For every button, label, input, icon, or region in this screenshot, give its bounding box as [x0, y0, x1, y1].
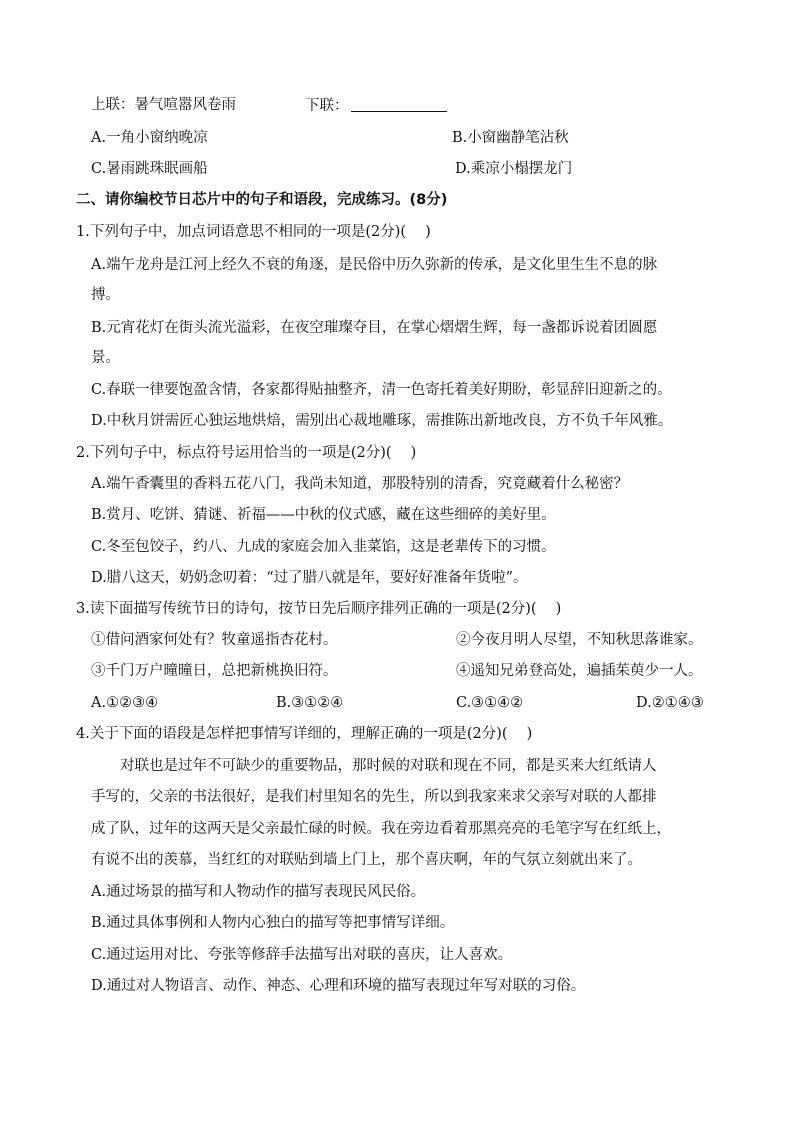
q4-passage-line: 成了队，过年的这两天是父亲最忙碌的时候。我在旁边看着那黑亮亮的毛笔字写在红纸上， [91, 821, 671, 837]
q4-passage-line: 有说不出的羡慕，当红红的对联贴到墙上门上，那个喜庆啊，年的气氛立刻就出来了。 [91, 852, 642, 868]
couplet-upper: 上联：暑气喧嚣风卷雨 [91, 97, 236, 113]
q2-option-a: A.端午香囊里的香料五花八门，我尚未知道，那股特别的清香，究竟藏着什么秘密？ [91, 476, 629, 492]
q2-option-d: D.腊八这天，奶奶念叨着：“过了腊八就是年，要好好准备年货啦”。 [91, 570, 528, 586]
answer-blank[interactable] [351, 95, 447, 112]
couplet-lower: 下联： [305, 95, 447, 116]
q3-poem-4: ④遥知兄弟登高处，遍插茱萸少一人。 [456, 663, 703, 679]
q1-option-a-cont: 搏。 [91, 287, 120, 303]
q4-option-d: D.通过对人物语言、动作、神态、心理和环境的描写表现过年写对联的习俗。 [91, 978, 586, 994]
q4-option-b: B.通过具体事例和人物内心独白的描写等把事情写详细。 [91, 915, 455, 931]
q4-stem: 4.关于下面的语段是怎样把事情写详细的，理解正确的一项是(2分)( ) [76, 726, 533, 742]
q1-option-d: D.中秋月饼需匠心独运地烘焙，需别出心裁地雕琢，需推陈出新地改良，方不负千年风雅。 [91, 413, 673, 429]
q4-passage-line: 对联也是过年不可缺少的重要物品，那时候的对联和现在不同，都是买来大红纸请人 [120, 758, 657, 774]
q4-passage-line: 手写的，父亲的书法很好，是我们村里知名的先生，所以到我家来求父亲写对联的人都排 [91, 789, 657, 805]
q3-stem: 3.读下面描写传统节日的诗句，按节日先后顺序排列正确的一项是(2分)( ) [76, 601, 562, 617]
q2-option-b: B.赏月、吃饼、猜谜、祈福——中秋的仪式感，藏在这些细碎的美好里。 [91, 507, 556, 523]
q1-option-b-cont: 景。 [91, 350, 120, 366]
q3-poem-2: ②今夜月明人尽望，不知秋思落谁家。 [456, 632, 703, 648]
q3-option-a: A.①②③④ [91, 695, 159, 711]
couplet-option-a: A.一角小窗纳晚凉 [91, 130, 208, 146]
section-heading: 二、请你编校节日芯片中的句子和语段，完成练习。(8分) [76, 192, 448, 208]
q3-poem-1: ①借问酒家何处有？牧童遥指杏花村。 [91, 632, 338, 648]
q1-stem: 1.下列句子中，加点词语意思不相同的一项是(2分)( ) [76, 224, 431, 240]
q3-option-d: D.②①④③ [636, 695, 704, 711]
q4-option-a: A.通过场景的描写和人物动作的描写表现民风民俗。 [91, 884, 426, 900]
couplet-option-d: D.乘凉小榻摆龙门 [455, 161, 573, 177]
q2-stem: 2.下列句子中，标点符号运用恰当的一项是(2分)( ) [76, 445, 417, 461]
q1-option-a: A.端午龙舟是江河上经久不衰的角逐，是民俗中历久弥新的传承，是文化里生生不息的脉 [91, 257, 658, 273]
q1-option-b: B.元宵花灯在街头流光溢彩，在夜空璀璨夺目，在掌心熠熠生辉，每一盏都诉说着团圆愿 [91, 320, 658, 336]
couplet-option-b: B.小窗幽静笔沾秋 [452, 130, 569, 146]
q2-option-c: C.冬至包饺子，约八、九成的家庭会加入韭菜馅，这是老辈传下的习惯。 [91, 539, 556, 555]
q3-option-b: B.③①②④ [276, 695, 344, 711]
q3-option-c: C.③①④② [456, 695, 524, 711]
q1-option-c: C.春联一律要饱盈含情，各家都得贴抽整齐，清一色寄托着美好期盼，彰显辞旧迎新之的。 [91, 382, 672, 398]
q4-option-c: C.通过运用对比、夸张等修辞手法描写出对联的喜庆，让人喜欢。 [91, 947, 513, 963]
couplet-option-c: C.暑雨跳珠眠画船 [91, 161, 208, 177]
q3-poem-3: ③千门万户曈曈日，总把新桃换旧符。 [91, 663, 338, 679]
